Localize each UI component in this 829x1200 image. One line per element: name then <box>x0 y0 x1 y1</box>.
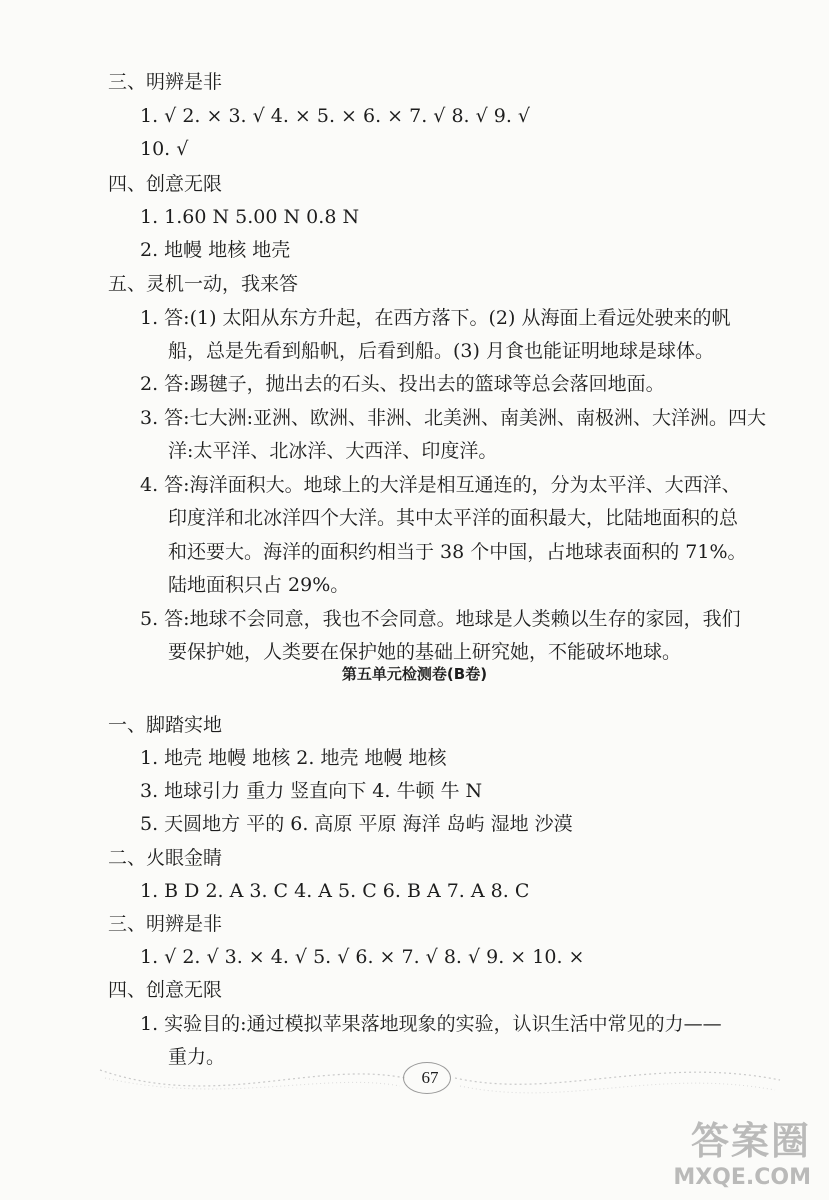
answer-text: 和还要大。海洋的面积约相当于 38 个中国，占地球表面积的 71%。 <box>168 541 747 563</box>
section-heading-creative: 四、创意无限 <box>108 173 223 195</box>
section-heading-creative: 四、创意无限 <box>108 979 223 1001</box>
answer-text: 洋:太平洋、北冰洋、大西洋、印度洋。 <box>168 440 498 462</box>
answer-text: 2. 答:踢毽子，抛出去的石头、投出去的篮球等总会落回地面。 <box>140 373 665 395</box>
answer-text: 5. 答:地球不会同意，我也不会同意。地球是人类赖以生存的家园，我们 <box>140 608 741 630</box>
watermark-site: MXQE.COM <box>673 1165 811 1190</box>
page-number: 67 <box>421 1068 439 1087</box>
section-heading-answer: 五、灵机一动，我来答 <box>108 273 299 295</box>
answer-text: 船，总是先看到船帆，后看到船。(3) 月食也能证明地球是球体。 <box>168 340 714 362</box>
section-heading-choice: 二、火眼金睛 <box>108 847 223 869</box>
creative-item: 重力。 <box>168 1046 226 1068</box>
section-heading-judge: 三、明辨是非 <box>108 71 223 93</box>
answer-text: 4. 答:海洋面积大。地球上的大洋是相互通连的，分为太平洋、大西洋、 <box>140 474 741 496</box>
choice-answers: 1. B D 2. A 3. C 4. A 5. C 6. B A 7. A 8. C <box>140 880 530 902</box>
creative-item: 2. 地幔 地核 地壳 <box>140 239 291 261</box>
judge-answers-line: 10. √ <box>140 138 189 160</box>
answer-text: 要保护她，人类要在保护她的基础上研究她，不能破坏地球。 <box>168 641 682 663</box>
watermark-logo <box>673 1110 811 1190</box>
section-title: 第五单元检测卷(B卷) <box>341 665 488 683</box>
judge-answers-line: 1. √ 2. × 3. √ 4. × 5. × 6. × 7. √ 8. √ 9. √ <box>140 105 531 127</box>
creative-item: 1. 1.60 N 5.00 N 0.8 N <box>140 206 360 228</box>
basics-line: 5. 天圆地方 平的 6. 高原 平原 海洋 岛屿 湿地 沙漠 <box>140 813 573 835</box>
answer-text: 陆地面积只占 29%。 <box>168 574 350 596</box>
creative-item: 1. 实验目的:通过模拟苹果落地现象的实验，认识生活中常见的力—— <box>140 1013 722 1035</box>
answer-text: 3. 答:七大洲:亚洲、欧洲、非洲、北美洲、南美洲、南极洲、大洋洲。四大 <box>140 407 766 429</box>
basics-line: 1. 地壳 地幔 地核 2. 地壳 地幔 地核 <box>140 747 447 769</box>
judge-answers-line: 1. √ 2. √ 3. × 4. √ 5. √ 6. × 7. √ 8. √ 9. × 10. × <box>140 946 585 968</box>
basics-line: 3. 地球引力 重力 竖直向下 4. 牛顿 牛 N <box>140 780 483 802</box>
watermark-logo-text: 答案圈 <box>690 1119 811 1163</box>
section-heading-judge: 三、明辨是非 <box>108 913 223 935</box>
answer-text: 印度洋和北冰洋四个大洋。其中太平洋的面积最大，比陆地面积的总 <box>168 507 739 529</box>
answer-text: 1. 答:(1) 太阳从东方升起，在西方落下。(2) 从海面上看远处驶来的帆 <box>140 307 731 329</box>
section-heading-basics: 一、脚踏实地 <box>108 714 223 736</box>
